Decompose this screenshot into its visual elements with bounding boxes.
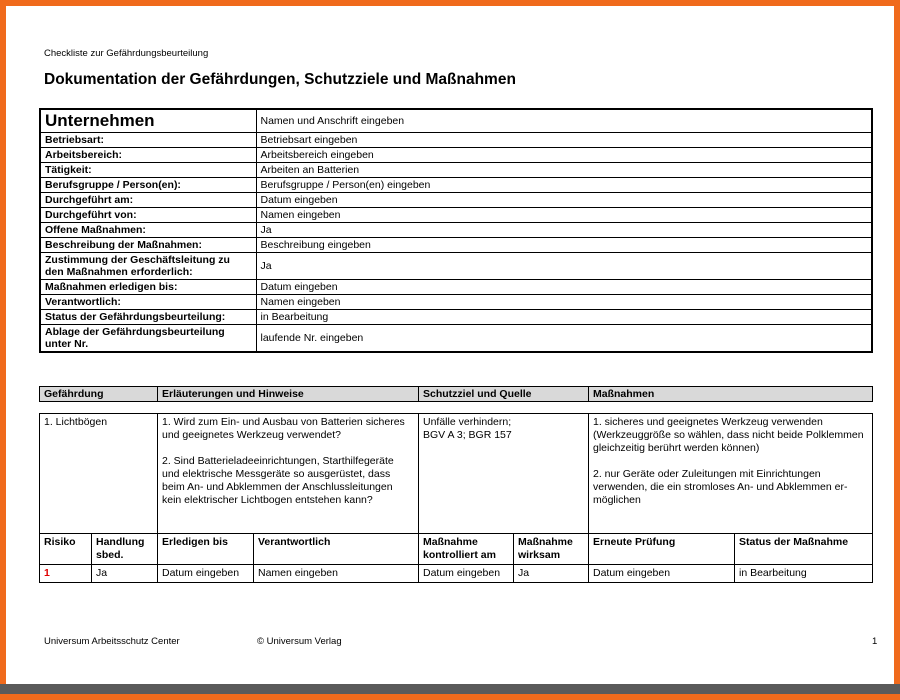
status-header-wirksam: Maßnahme wirksam [514, 534, 589, 565]
info-row [40, 280, 872, 295]
status-value[interactable]: in Bearbeitung [735, 565, 873, 583]
column-header-gefaehrdung: Gefährdung [40, 387, 158, 402]
info-label: Unternehmen [40, 109, 256, 133]
info-row [40, 148, 872, 163]
hazard-protection [419, 414, 589, 534]
hazard-table [39, 413, 873, 583]
info-row [40, 223, 872, 238]
footer-publisher: Universum Arbeitsschutz Center [44, 636, 180, 647]
hazard-name: 1. Lichtbögen [40, 414, 158, 534]
info-label: Offene Maßnahmen: [40, 223, 256, 238]
page-title: Dokumentation der Gefährdungen, Schutzziele und Maßnahmen [44, 71, 516, 88]
info-row [40, 133, 872, 148]
column-header-schutzziel: Schutzziel und Quelle [419, 387, 589, 402]
page-number: 1 [872, 636, 878, 647]
info-row [40, 238, 872, 253]
kontrolliert-value[interactable]: Datum eingeben [419, 565, 514, 583]
info-value[interactable]: Arbeitsbereich eingeben [256, 148, 872, 163]
info-row [40, 208, 872, 223]
info-label: Beschreibung der Maßnahmen: [40, 238, 256, 253]
info-value[interactable]: Berufsgruppe / Person(en) eingeben [256, 178, 872, 193]
frame-left [0, 0, 6, 700]
info-value[interactable]: Namen eingeben [256, 295, 872, 310]
status-header-row [40, 534, 873, 565]
status-header-pruefung: Erneute Prüfung [589, 534, 735, 565]
measure-item: 2. nur Geräte oder Zuleitungen mit Einrichtungen verwenden, die ein stromloses An- und Abklemmen er-möglichen [593, 468, 848, 506]
info-row-company [40, 109, 872, 133]
status-header-status: Status der Maßnahme [735, 534, 873, 565]
info-row [40, 295, 872, 310]
info-row [40, 163, 872, 178]
erledigen-value[interactable]: Datum eingeben [158, 565, 254, 583]
status-header-kontrolliert: Maßnahme kontrolliert am [419, 534, 514, 565]
hazard-row [40, 414, 873, 534]
info-label: Status der Gefährdungsbeurteilung: [40, 310, 256, 325]
info-value[interactable]: Datum eingeben [256, 280, 872, 295]
hazard-measures [589, 414, 873, 534]
info-label: Berufsgruppe / Person(en): [40, 178, 256, 193]
info-row [40, 253, 872, 280]
info-value[interactable]: Beschreibung eingeben [256, 238, 872, 253]
status-header-erledigen: Erledigen bis [158, 534, 254, 565]
info-row [40, 325, 872, 353]
protection-source: BGV A 3; BGR 157 [423, 429, 512, 441]
handlung-value[interactable]: Ja [92, 565, 158, 583]
protection-goal: Unfälle verhindern; [423, 416, 512, 428]
hazard-note: 1. Wird zum Ein- und Ausbau von Batterien sicheres und geeignetes Werkzeug verwendet? [162, 416, 405, 441]
info-label: Durchgeführt am: [40, 193, 256, 208]
frame-bottom-band [0, 684, 900, 694]
wirksam-value[interactable]: Ja [514, 565, 589, 583]
risk-value[interactable]: 1 [40, 565, 92, 583]
info-value[interactable]: Arbeiten an Batterien [256, 163, 872, 178]
frame-bottom [0, 694, 900, 700]
status-value-row [40, 565, 873, 583]
info-value[interactable]: Ja [256, 223, 872, 238]
info-value[interactable]: Namen eingeben [256, 208, 872, 223]
verantwortlich-value[interactable]: Namen eingeben [254, 565, 419, 583]
info-value[interactable]: Namen und Anschrift eingeben [256, 109, 872, 133]
frame-right [894, 0, 900, 700]
status-header-handlung: Handlung sbed. [92, 534, 158, 565]
info-label: Betriebsart: [40, 133, 256, 148]
pruefung-value[interactable]: Datum eingeben [589, 565, 735, 583]
hazard-column-headers [39, 386, 873, 402]
info-value[interactable]: in Bearbeitung [256, 310, 872, 325]
frame-top [0, 0, 900, 6]
info-label: Arbeitsbereich: [40, 148, 256, 163]
document-subtitle: Checkliste zur Gefährdungsbeurteilung [44, 48, 209, 59]
status-header-risiko: Risiko [40, 534, 92, 565]
info-row [40, 193, 872, 208]
footer-copyright: © Universum Verlag [257, 636, 342, 647]
info-label: Maßnahmen erledigen bis: [40, 280, 256, 295]
info-value[interactable]: Betriebsart eingeben [256, 133, 872, 148]
info-label: Verantwortlich: [40, 295, 256, 310]
measure-item: 1. sicheres und geeignetes Werkzeug verwenden (Werkzeuggröße so wählen, dass nicht beide Polklemmen gleichzeitig berührt werden können) [593, 416, 864, 454]
status-header-verantwortlich: Verantwortlich [254, 534, 419, 565]
info-row [40, 178, 872, 193]
info-value[interactable]: Datum eingeben [256, 193, 872, 208]
hazard-note: 2. Sind Batterieladeeinrichtungen, Starthilfegeräte und elektrische Messgeräte so ausgerüstet, dass beim An- und Abklemmen der Anschlussleitungen kein elektrischer Lichtbogen entstehen kann? [162, 455, 394, 506]
column-header-massnahmen: Maßnahmen [589, 387, 873, 402]
info-row [40, 310, 872, 325]
info-value[interactable]: Ja [256, 253, 872, 280]
info-label: Ablage der Gefährdungsbeurteilung unter Nr. [40, 325, 256, 353]
hazard-notes [158, 414, 419, 534]
info-label: Durchgeführt von: [40, 208, 256, 223]
column-header-erlaeuterungen: Erläuterungen und Hinweise [158, 387, 419, 402]
info-label: Zustimmung der Geschäftsleitung zu den Maßnahmen erforderlich: [40, 253, 256, 280]
info-label: Tätigkeit: [40, 163, 256, 178]
info-value[interactable]: laufende Nr. eingeben [256, 325, 872, 353]
company-info-table [39, 108, 873, 353]
